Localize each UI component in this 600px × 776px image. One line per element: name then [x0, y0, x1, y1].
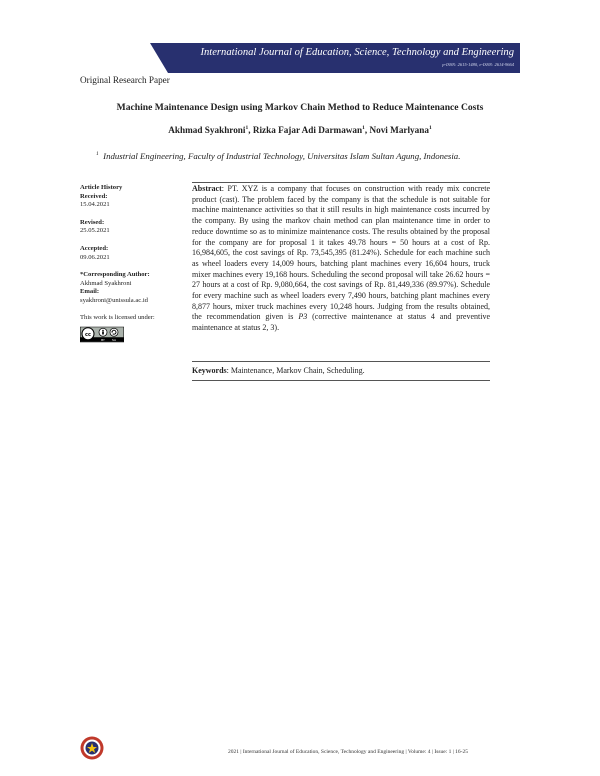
cc-by-sa-license-icon[interactable]: [80, 326, 124, 343]
journal-header-band: [168, 43, 520, 73]
email-label: Email:: [80, 288, 100, 296]
received-date: 15.04.2021: [80, 201, 110, 209]
abstract-bottom-rule: [192, 361, 490, 362]
affiliation-sup: 1: [96, 151, 99, 157]
abstract-italic: P3: [298, 312, 308, 322]
keywords-text: : Maintenance, Markov Chain, Scheduling.: [226, 366, 365, 375]
journal-issn: p-ISSN: 2615-1480, e-ISSN: 2614-9664: [442, 62, 514, 67]
received-label: Received:: [80, 192, 108, 200]
accepted-date: 09.06.2021: [80, 253, 110, 261]
svg-text:SA: SA: [111, 338, 117, 343]
keywords: [192, 366, 490, 375]
keywords-bottom-rule: [192, 380, 490, 381]
accepted-label: Accepted:: [80, 244, 109, 252]
revised-date: 25.05.2021: [80, 227, 110, 235]
page-footer: 2021 | International Journal of Education, Science, Technology and Engineering | Volume: 4 | Issue: 1 | 16-25: [228, 749, 469, 755]
abstract-tail: (corrective maintenance at status 4 and preventive maintenance at status 2, 3).: [192, 312, 490, 333]
section-label: Original Research Paper: [80, 75, 170, 85]
article-info-column: [80, 184, 180, 343]
affiliation: [96, 148, 492, 162]
revised-label: Revised:: [80, 218, 105, 226]
author-name: Novi Marlyana: [369, 125, 429, 136]
abstract-text: : PT. XYZ is a company that focuses on construction with ready mix concrete product (cast). The problem faced by the company is that the schedule is not suitable for machine maintenance activities so that it still results in high maintenance costs incurred by the company. By using the markov chain method can plan maintenance time in order to reduce downtime so as to minimize maintenance costs. The results obtained by the proposal for the company are for proposal 1 it takes 49.78 hours = 50 hours at a cost of Rp. 16,984,605, the cost savings of Rp. 73,545,395 (81.24%). Schedule for each machine such as wheel loaders every 14,009 hours, batching plant machines every 16,604 hours, truck mixer machines every 19,168 hours. Scheduling the second proposal will take 26.62 hours = 27 hours at a cost of Rp. 9,080,664, the cost savings of Rp. 81,449,336 (89.97%). Schedule for every machine such as wheel loaders every 7,490 hours, batching plant machines every 8,877 hours, mixer truck machines every 10,248 hours. Judging from the results obtained, the recommendation given is: [192, 184, 490, 322]
author-name: Akhmad Syakhroni: [168, 125, 246, 136]
author-name: Rizka Fajar Adi Darmawan: [252, 125, 363, 136]
article-history-heading: Article History: [80, 184, 123, 191]
author-sup: 1: [245, 125, 249, 131]
affiliation-text: Industrial Engineering, Faculty of Industrial Technology, Universitas Islam Sultan Agung, Indonesia.: [103, 150, 461, 161]
corresponding-name: Akhmad Syakhroni: [80, 279, 132, 287]
abstract-label: Abstract: [192, 184, 222, 193]
paper-title: Machine Maintenance Design using Markov Chain Method to Reduce Maintenance Costs: [116, 102, 484, 113]
corresponding-email[interactable]: syakhroni@unissula.ac.id: [80, 296, 148, 304]
corresponding-label: *Corresponding Author:: [80, 271, 150, 279]
keywords-label: Keywords: [192, 366, 227, 375]
abstract: [192, 184, 490, 334]
author-sup: 1: [362, 125, 365, 131]
abstract-top-rule: [192, 182, 490, 183]
author-list: Akhmad Syakhroni$^1$, Rizka Fajar Adi Darmawan$^1$, Novi Marlyana$^1$: [168, 125, 432, 136]
author-sup: 1: [428, 125, 432, 131]
svg-text:cc: cc: [85, 331, 91, 338]
journal-name: International Journal of Education, Science, Technology and Engineering: [200, 47, 514, 58]
svg-text:BY: BY: [101, 338, 105, 343]
journal-seal-icon: [80, 736, 104, 760]
header-wedge: [150, 43, 168, 73]
license-text: This work is licensed under:: [80, 313, 155, 321]
